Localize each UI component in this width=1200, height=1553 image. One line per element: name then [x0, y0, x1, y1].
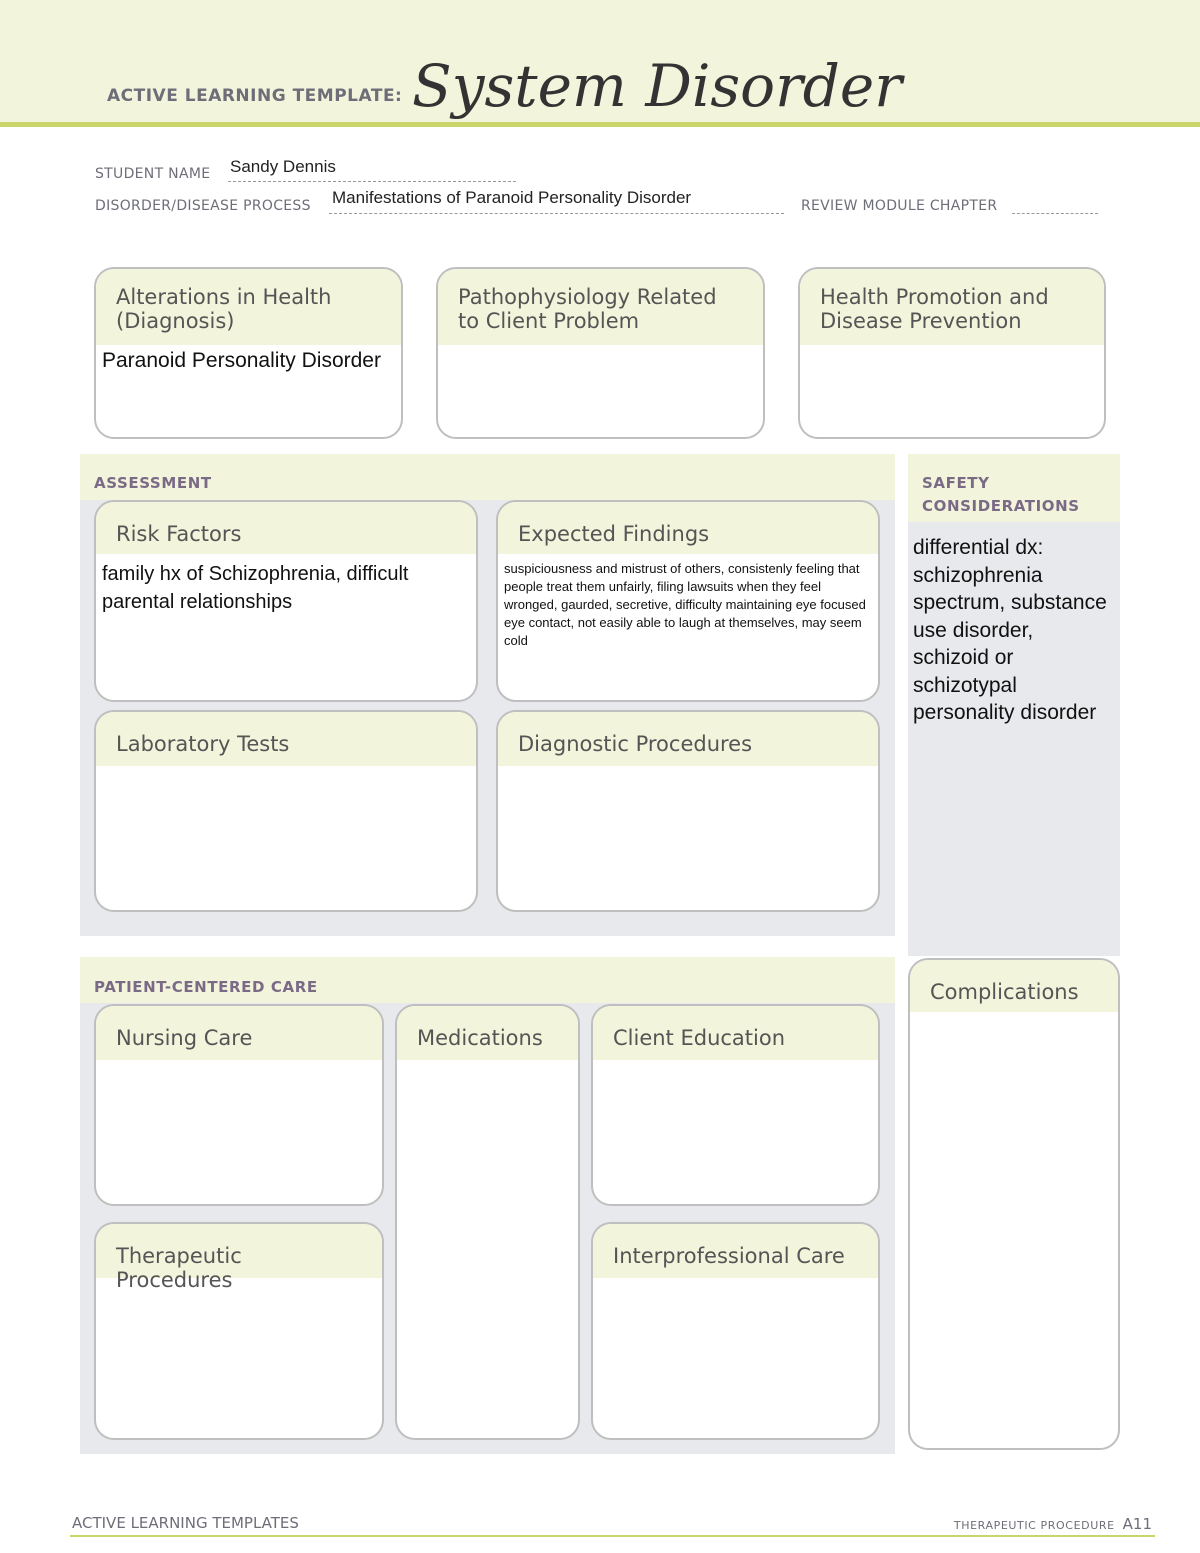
expected-findings-box[interactable] — [496, 500, 880, 702]
complications-box[interactable] — [908, 958, 1120, 1450]
footer-left-label: ACTIVE LEARNING TEMPLATES — [72, 1514, 299, 1532]
health-promotion-title: Health Promotion and Disease Prevention — [800, 269, 1104, 345]
header-rule — [0, 122, 1200, 127]
footer-page-number: A11 — [1122, 1515, 1152, 1533]
footer-rule — [70, 1535, 1155, 1537]
safety-title: SAFETY CONSIDERATIONS — [922, 474, 1080, 515]
risk-factors-box[interactable] — [94, 500, 478, 702]
student-name-field[interactable]: Sandy Dennis — [230, 157, 336, 176]
nursing-care-title: Nursing Care — [96, 1006, 382, 1060]
template-label: ACTIVE LEARNING TEMPLATE: — [107, 86, 403, 106]
chapter-label: REVIEW MODULE CHAPTER — [801, 198, 998, 214]
disorder-underline — [329, 213, 784, 214]
patient-care-title: PATIENT-CENTERED CARE — [94, 978, 318, 996]
complications-content[interactable] — [910, 1012, 1118, 1024]
health-promotion-content[interactable] — [800, 345, 1104, 357]
lab-tests-title: Laboratory Tests — [96, 712, 476, 766]
diagnostic-procedures-content[interactable] — [498, 766, 878, 778]
pathophysiology-content[interactable] — [438, 345, 763, 357]
diagnostic-procedures-box[interactable] — [496, 710, 880, 912]
client-education-content[interactable] — [593, 1060, 878, 1072]
health-promotion-box[interactable] — [798, 267, 1106, 439]
diagnostic-procedures-title: Diagnostic Procedures — [498, 712, 878, 766]
alterations-title: Alterations in Health (Diagnosis) — [96, 269, 401, 345]
lab-tests-content[interactable] — [96, 766, 476, 778]
interprofessional-care-title: Interprofessional Care — [593, 1224, 878, 1278]
chapter-underline — [1012, 213, 1098, 214]
safety-content[interactable]: differential dx: schizophrenia spectrum, substance use disorder, schizoid or schizotypal personality disorder — [913, 536, 1107, 724]
safety-panel[interactable] — [908, 454, 1120, 956]
medications-box[interactable] — [395, 1004, 580, 1440]
medications-title: Medications — [397, 1006, 578, 1060]
expected-findings-title: Expected Findings — [498, 502, 878, 554]
student-name-label: STUDENT NAME — [95, 166, 211, 182]
client-education-title: Client Education — [593, 1006, 878, 1060]
nursing-care-content[interactable] — [96, 1060, 382, 1072]
risk-factors-content[interactable]: family hx of Schizophrenia, difficult parental relationships — [102, 563, 409, 613]
risk-factors-title: Risk Factors — [96, 502, 476, 554]
footer-right — [954, 1515, 1152, 1533]
expected-findings-content[interactable]: suspiciousness and mistrust of others, consistenly feeling that people treat them unfairly, filing lawsuits when they feel wronged, gaurded, secretive, difficulty maintaining eye focused eye contact, not easily able to laugh at themselves, may seem cold — [504, 561, 866, 648]
footer-section-label: THERAPEUTIC PROCEDURE — [953, 1519, 1115, 1532]
client-education-box[interactable] — [591, 1004, 880, 1206]
student-name-underline — [228, 181, 516, 182]
template-title: System Disorder — [412, 52, 902, 120]
complications-title: Complications — [910, 960, 1118, 1012]
therapeutic-procedures-title: Therapeutic Procedures — [96, 1224, 382, 1278]
disorder-label: DISORDER/DISEASE PROCESS — [95, 198, 311, 214]
medications-content[interactable] — [397, 1060, 578, 1072]
assessment-title: ASSESSMENT — [94, 474, 212, 492]
interprofessional-care-content[interactable] — [593, 1278, 878, 1290]
lab-tests-box[interactable] — [94, 710, 478, 912]
nursing-care-box[interactable] — [94, 1004, 384, 1206]
therapeutic-procedures-box[interactable] — [94, 1222, 384, 1440]
pathophysiology-title: Pathophysiology Related to Client Problem — [438, 269, 763, 345]
interprofessional-care-box[interactable] — [591, 1222, 880, 1440]
alterations-content[interactable]: Paranoid Personality Disorder — [102, 349, 381, 372]
disorder-field[interactable]: Manifestations of Paranoid Personality Disorder — [332, 188, 692, 207]
pathophysiology-box[interactable] — [436, 267, 765, 439]
alterations-box[interactable] — [94, 267, 403, 439]
